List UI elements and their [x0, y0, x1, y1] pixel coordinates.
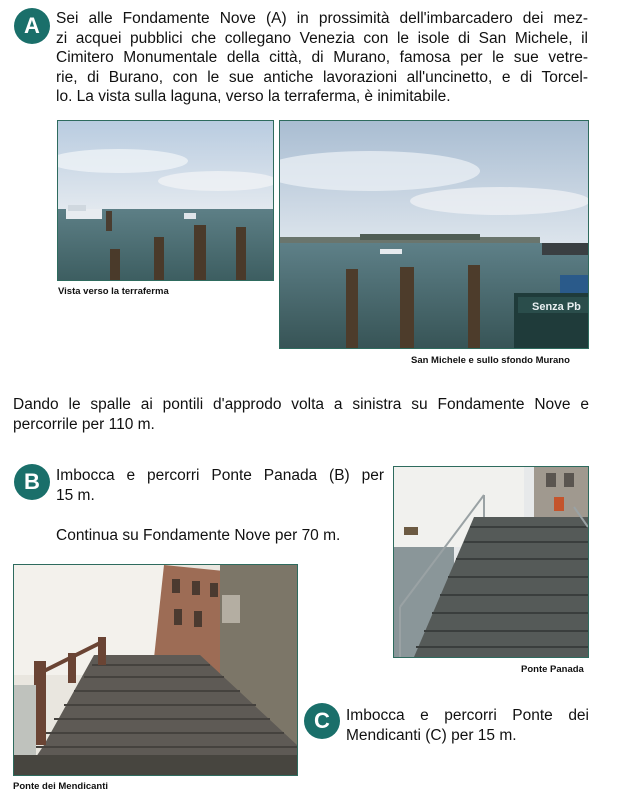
section-b-line: 15 m. — [56, 486, 95, 504]
section-b-badge: B — [14, 464, 50, 500]
section-b-continue: Continua su Fondamente Nove per 70 m. — [56, 527, 341, 544]
section-c-line: Mendicanti (C) per 15 m. — [346, 726, 517, 744]
section-c-text — [346, 706, 589, 745]
instruction-line: Dando le spalle ai pontili d'approdo volta a sinistra su Fondamente Nove e — [13, 396, 589, 413]
sign-text: Senza Pb — [532, 301, 581, 313]
section-c-line: Imbocca e percorri Ponte dei — [346, 707, 589, 724]
section-a-paragraph — [56, 9, 588, 107]
section-b-text — [56, 466, 384, 505]
section-a-line: Cimitero Monumentale della città, di Murano, famosa per le sue vetre- — [56, 49, 588, 66]
section-a-line: rie, di Burano, con le sue antiche lavorazioni all'uncinetto, e di Torcel- — [56, 68, 588, 86]
caption-ponte-panada: Ponte Panada — [521, 664, 584, 675]
instruction-line: percorrile per 110 m. — [13, 415, 155, 433]
section-a-line: zi acquei pubblici che collegano Venezia con le isole di San Michele, il — [56, 29, 588, 47]
caption-san-michele: San Michele e sullo sfondo Murano — [411, 355, 570, 366]
section-c-badge: C — [304, 703, 340, 739]
photo-terraferma — [57, 120, 274, 281]
section-a-badge: A — [14, 8, 50, 44]
section-a-line: lo. La vista sulla laguna, verso la terraferma, è inimitabile. — [56, 88, 451, 105]
section-b-line: Imbocca e percorri Ponte Panada (B) per — [56, 467, 384, 484]
photo-ponte-mendicanti — [13, 564, 298, 776]
photo-ponte-panada — [393, 466, 589, 658]
caption-ponte-mendicanti: Ponte dei Mendicanti — [13, 781, 109, 792]
instruction-paragraph — [13, 395, 589, 434]
photo-san-michele — [279, 120, 589, 349]
caption-terraferma: Vista verso la terraferma — [58, 286, 169, 297]
section-a-line: Sei alle Fondamente Nove (A) in prossimità dell'imbarcadero dei mez- — [56, 10, 588, 27]
